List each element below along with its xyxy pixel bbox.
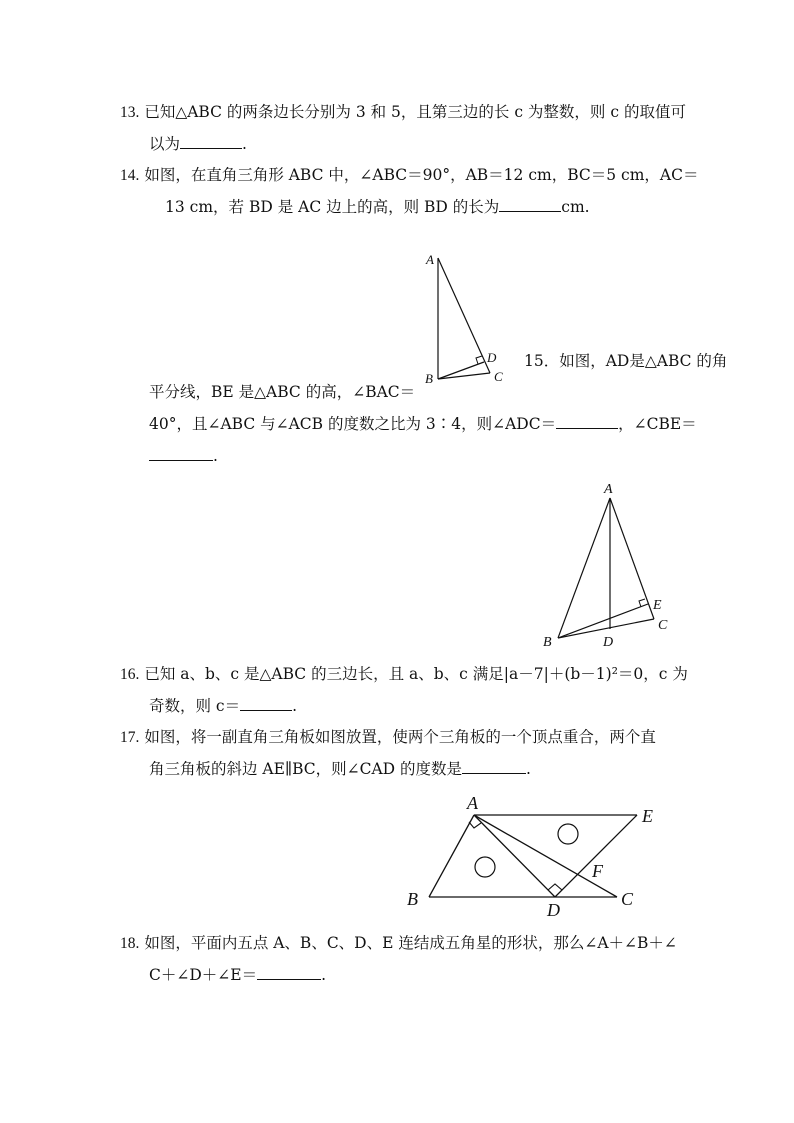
q17-label-A: A <box>467 793 478 813</box>
q18-text-2: C＋∠D＋∠E＝ <box>149 966 258 984</box>
q14-label-A: A <box>426 252 434 267</box>
q17-period: . <box>526 760 531 778</box>
q15-side-AB <box>558 498 610 638</box>
q17-answer-blank[interactable] <box>462 759 526 774</box>
q17-label-D: D <box>547 900 560 920</box>
q13-period: . <box>242 135 247 153</box>
q15-text-2b: ，∠CBE＝ <box>618 415 697 433</box>
q17-label-E: E <box>642 806 653 826</box>
q18-answer-blank[interactable] <box>257 965 321 980</box>
q18-line2 <box>149 965 326 985</box>
q15-line2 <box>149 414 697 434</box>
q18-number: 18. <box>120 935 140 952</box>
q17-text-1: 如图，将一副直角三角板如图放置，使两个三角板的一个顶点重合，两个直 <box>144 728 656 746</box>
q17-label-F: F <box>592 861 603 881</box>
q17-number: 17. <box>120 729 140 746</box>
q14-text-2b: cm. <box>561 198 590 216</box>
q17-line1 <box>120 727 656 748</box>
q15-line1 <box>149 382 415 402</box>
q15-label-A: A <box>604 482 613 497</box>
q14-number: 14. <box>120 167 140 184</box>
q17-label-C: C <box>621 889 634 909</box>
q14-label-B: B <box>425 371 433 386</box>
q17-circle-left <box>475 857 495 877</box>
q15-label-E: E <box>653 598 662 613</box>
q15-period: . <box>213 447 218 465</box>
q14-text-1: 如图，在直角三角形 ABC 中，∠ABC＝90°，AB＝12 cm，BC＝5 cm，AC＝ <box>144 166 699 184</box>
q15-figure <box>540 478 680 648</box>
q17-right-angle-mark-D <box>548 884 562 890</box>
q14-label-C: C <box>494 369 503 384</box>
q18-period: . <box>321 966 327 984</box>
q17-right-angle-mark-A <box>469 822 481 828</box>
q13-text-2: 以为 <box>149 135 181 153</box>
q15-line3 <box>149 446 218 466</box>
q15-text-1: 平分线，BE 是△ABC 的高，∠BAC＝ <box>149 383 416 401</box>
q15-answer-blank-2[interactable] <box>149 446 213 461</box>
q15-line0 <box>524 351 727 371</box>
q16-answer-blank[interactable] <box>240 696 292 711</box>
q16-line2 <box>149 696 297 716</box>
q14-figure <box>420 250 520 390</box>
q17-side-AD <box>474 815 555 897</box>
q15-side-AC <box>610 498 654 619</box>
q13-line2 <box>149 134 247 154</box>
q15-answer-blank-1[interactable] <box>556 414 618 429</box>
q14-answer-blank[interactable] <box>499 197 561 212</box>
q16-text-1: 已知 a、b、c 是△ABC 的三边长，且 a、b、c 满足|a－7|＋(b－1)²＝0，c 为 <box>144 665 688 683</box>
q16-line1 <box>120 664 688 685</box>
q15-label-B: B <box>543 635 552 650</box>
q18-line1 <box>120 933 677 954</box>
q17-line2 <box>149 759 531 779</box>
q13-answer-blank[interactable] <box>180 134 242 149</box>
q15-text-2a: 40°，且∠ABC 与∠ACB 的度数之比为 3∶4，则∠ADC＝ <box>149 415 557 433</box>
q16-period: . <box>292 697 298 715</box>
q18-text-1: 如图，平面内五点 A、B、C、D、E 连结成五角星的形状，那么∠A＋∠B＋∠ <box>144 934 677 952</box>
q16-number: 16. <box>120 666 140 683</box>
q14-side-AC <box>438 258 490 373</box>
q13-line1 <box>120 102 686 123</box>
q14-line2 <box>165 197 590 217</box>
q15-text-0: 15．如图，AD是△ABC 的角 <box>524 352 728 370</box>
q15-label-C: C <box>658 618 668 633</box>
q17-text-2: 角三角板的斜边 AE∥BC，则∠CAD 的度数是 <box>149 760 463 778</box>
q17-side-AB <box>429 815 474 897</box>
q17-circle-right <box>558 824 578 844</box>
q14-text-2a: 13 cm，若 BD 是 AC 边上的高，则 BD 的长为 <box>165 198 500 216</box>
q14-line1 <box>120 165 698 186</box>
q13-text-1: 已知△ABC 的两条边长分别为 3 和 5，且第三边的长 c 为整数，则 c 的取值可 <box>144 103 686 121</box>
q14-label-D: D <box>487 350 497 365</box>
q16-text-2: 奇数，则 c＝ <box>149 697 241 715</box>
q15-altitude-BE <box>558 604 648 638</box>
q13-number: 13. <box>120 104 140 121</box>
q15-label-D: D <box>603 635 614 650</box>
q17-label-B: B <box>407 889 418 909</box>
q17-figure <box>402 792 672 920</box>
